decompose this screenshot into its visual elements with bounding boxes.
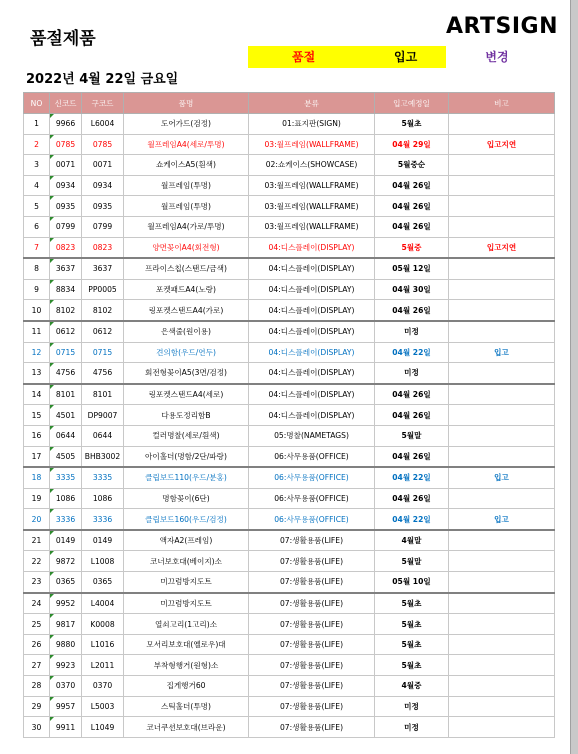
table-cell[interactable]: 0071 [50, 155, 82, 176]
table-cell[interactable]: 1086 [50, 488, 82, 509]
table-row[interactable] [24, 593, 555, 614]
table-cell[interactable]: 0823 [50, 237, 82, 258]
table-cell[interactable] [449, 321, 555, 342]
table-cell[interactable] [449, 572, 555, 593]
table-cell[interactable] [449, 114, 555, 135]
table-row[interactable] [24, 676, 555, 697]
table-cell[interactable]: 07:생활용품(LIFE) [249, 572, 375, 593]
table-cell[interactable]: 07:생활용품(LIFE) [249, 634, 375, 655]
table-cell[interactable] [449, 175, 555, 196]
table-cell[interactable]: 5월초 [375, 655, 449, 676]
table-cell[interactable]: 8101 [82, 384, 124, 405]
table-row[interactable] [24, 363, 555, 384]
table-row[interactable] [24, 572, 555, 593]
table-cell[interactable]: 0071 [82, 155, 124, 176]
table-cell[interactable]: 0612 [50, 321, 82, 342]
table-cell[interactable] [449, 216, 555, 237]
table-cell[interactable]: 은색줄(원이용) [124, 321, 249, 342]
table-cell[interactable]: 07:생활용품(LIFE) [249, 593, 375, 614]
table-cell[interactable] [449, 634, 555, 655]
table-cell[interactable]: 04:디스플레이(DISPLAY) [249, 384, 375, 405]
table-cell[interactable]: 입고 [449, 467, 555, 488]
table-cell[interactable]: 4월말 [375, 530, 449, 551]
table-cell[interactable]: 23 [24, 572, 50, 593]
table-cell[interactable]: 15 [24, 405, 50, 426]
legend-sold: 품절 [292, 50, 316, 64]
table-cell[interactable]: 07:생활용품(LIFE) [249, 676, 375, 697]
table-cell[interactable]: 0935 [82, 196, 124, 217]
table-cell[interactable]: 양면꽂이A4(회전형) [124, 237, 249, 258]
table-cell[interactable]: 03:월프레임(WALLFRAME) [249, 134, 375, 155]
table-cell[interactable]: 입고지연 [449, 134, 555, 155]
table-cell[interactable]: 모서리보호대(옐로우)대 [124, 634, 249, 655]
table-cell[interactable]: 4756 [50, 363, 82, 384]
table-row[interactable] [24, 384, 555, 405]
report-date: 2022년 4월 22일 금요일 [26, 72, 179, 87]
table-cell[interactable]: 10 [24, 300, 50, 321]
table-cell[interactable]: 13 [24, 363, 50, 384]
table-cell[interactable]: L1049 [82, 717, 124, 738]
table-cell[interactable]: 견의함(우드/연두) [124, 342, 249, 363]
table-cell[interactable]: L5003 [82, 696, 124, 717]
table-cell[interactable]: 회전형꽂이A5(3면/검정) [124, 363, 249, 384]
table-cell[interactable]: 04월 22일 [375, 467, 449, 488]
table-cell[interactable]: 미끄럼방지도트 [124, 593, 249, 614]
table-row[interactable] [24, 321, 555, 342]
table-cell[interactable]: 05월 12일 [375, 258, 449, 279]
table-cell[interactable]: 07:생활용품(LIFE) [249, 655, 375, 676]
table-cell[interactable]: 4505 [50, 446, 82, 467]
table-row[interactable] [24, 551, 555, 572]
table-cell[interactable]: 명함꽂이(6단) [124, 488, 249, 509]
table-cell[interactable]: L1008 [82, 551, 124, 572]
table-cell[interactable]: 04월 26일 [375, 446, 449, 467]
page-title: 품절제품 [30, 29, 96, 49]
table-cell[interactable]: 14 [24, 384, 50, 405]
table-cell[interactable]: 05월 10일 [375, 572, 449, 593]
table-row[interactable] [24, 696, 555, 717]
table-cell[interactable]: 입고 [449, 342, 555, 363]
table-cell[interactable]: 03:월프레임(WALLFRAME) [249, 216, 375, 237]
table-cell[interactable]: 04월 26일 [375, 300, 449, 321]
table-cell[interactable]: 3335 [82, 467, 124, 488]
table-cell[interactable]: 25 [24, 614, 50, 635]
table-cell[interactable] [449, 196, 555, 217]
table-cell[interactable]: 9872 [50, 551, 82, 572]
table-cell[interactable]: PP0005 [82, 279, 124, 300]
table-cell[interactable]: 8101 [50, 384, 82, 405]
table-cell[interactable]: 1086 [82, 488, 124, 509]
table-cell[interactable]: K0008 [82, 614, 124, 635]
table-cell[interactable] [449, 405, 555, 426]
table-cell[interactable]: 9880 [50, 634, 82, 655]
table-row[interactable] [24, 509, 555, 530]
table-cell[interactable] [449, 300, 555, 321]
table-cell[interactable]: 27 [24, 655, 50, 676]
table-cell[interactable]: 0370 [82, 676, 124, 697]
table-cell[interactable]: 링포켓스탠드A4(가로) [124, 300, 249, 321]
table-cell[interactable]: 02:쇼케이스(SHOWCASE) [249, 155, 375, 176]
table-cell[interactable]: 5월초 [375, 114, 449, 135]
table-row[interactable] [24, 342, 555, 363]
table-cell[interactable]: 19 [24, 488, 50, 509]
column-header[interactable]: 구코드 [82, 93, 124, 114]
table-cell[interactable]: 11 [24, 321, 50, 342]
table-cell[interactable]: 04:디스플레이(DISPLAY) [249, 279, 375, 300]
table-cell[interactable]: 5월초 [375, 593, 449, 614]
column-header[interactable]: 비고 [449, 93, 555, 114]
table-cell[interactable]: 0149 [50, 530, 82, 551]
table-row[interactable] [24, 655, 555, 676]
table-cell[interactable]: 0370 [50, 676, 82, 697]
table-cell[interactable] [449, 488, 555, 509]
table-cell[interactable]: 미정 [375, 717, 449, 738]
table-cell[interactable]: 04:디스플레이(DISPLAY) [249, 363, 375, 384]
table-cell[interactable]: 03:월프레임(WALLFRAME) [249, 196, 375, 217]
table-cell[interactable]: 코너보호대(베이지)소 [124, 551, 249, 572]
table-row[interactable] [24, 300, 555, 321]
legend-incoming: 입고 [394, 50, 418, 64]
table-cell[interactable]: L4004 [82, 593, 124, 614]
table-cell[interactable] [449, 551, 555, 572]
table-cell[interactable]: 04:디스플레이(DISPLAY) [249, 405, 375, 426]
table-row[interactable] [24, 446, 555, 467]
table-cell[interactable]: 04월 26일 [375, 175, 449, 196]
soldout-table [23, 92, 555, 738]
table-cell[interactable]: 0149 [82, 530, 124, 551]
table-cell[interactable]: 26 [24, 634, 50, 655]
table-cell[interactable]: 스틱홀더(투명) [124, 696, 249, 717]
table-cell[interactable]: 04월 22일 [375, 509, 449, 530]
table-cell[interactable]: 3 [24, 155, 50, 176]
column-header[interactable]: 품명 [124, 93, 249, 114]
table-cell[interactable]: 0935 [50, 196, 82, 217]
table-cell[interactable]: 04:디스플레이(DISPLAY) [249, 342, 375, 363]
table-cell[interactable]: 0365 [82, 572, 124, 593]
table-cell[interactable]: 3336 [82, 509, 124, 530]
table-cell[interactable]: 입고지연 [449, 237, 555, 258]
table-cell[interactable]: 미정 [375, 321, 449, 342]
column-header[interactable]: 분류 [249, 93, 375, 114]
table-cell[interactable]: 04월 26일 [375, 216, 449, 237]
table-cell[interactable]: 8102 [82, 300, 124, 321]
table-row[interactable] [24, 134, 555, 155]
table-cell[interactable]: 2 [24, 134, 50, 155]
table-cell[interactable] [449, 155, 555, 176]
table-cell[interactable]: 21 [24, 530, 50, 551]
table-cell[interactable]: 0715 [82, 342, 124, 363]
table-cell[interactable]: 17 [24, 446, 50, 467]
table-row[interactable] [24, 155, 555, 176]
table-cell[interactable]: 9957 [50, 696, 82, 717]
column-header[interactable]: 입고예정일 [375, 93, 449, 114]
table-row[interactable] [24, 237, 555, 258]
table-cell[interactable]: 0612 [82, 321, 124, 342]
table-cell[interactable]: 4 [24, 175, 50, 196]
table-cell[interactable]: L1016 [82, 634, 124, 655]
table-cell[interactable]: 04월 29일 [375, 134, 449, 155]
table-cell[interactable]: 다용도정리함B [124, 405, 249, 426]
table-cell[interactable]: 4월중 [375, 676, 449, 697]
table-cell[interactable]: 07:생활용품(LIFE) [249, 614, 375, 635]
table-row[interactable] [24, 196, 555, 217]
table-cell[interactable] [449, 655, 555, 676]
table-cell[interactable]: 04:디스플레이(DISPLAY) [249, 300, 375, 321]
table-cell[interactable]: 5월말 [375, 551, 449, 572]
table-cell[interactable]: 1 [24, 114, 50, 135]
table-cell[interactable]: 부착형행거(원형)소 [124, 655, 249, 676]
table-cell[interactable]: 8 [24, 258, 50, 279]
table-cell[interactable]: 06:사무용품(OFFICE) [249, 488, 375, 509]
table-row[interactable] [24, 216, 555, 237]
table-cell[interactable] [449, 593, 555, 614]
table-cell[interactable]: 04월 30일 [375, 279, 449, 300]
table-cell[interactable]: 5월말 [375, 425, 449, 446]
table-row[interactable] [24, 279, 555, 300]
table-cell[interactable]: 04월 26일 [375, 488, 449, 509]
table-cell[interactable]: BHB3002 [82, 446, 124, 467]
table-cell[interactable]: 월프레임A4(가로/투명) [124, 216, 249, 237]
table-cell[interactable]: 12 [24, 342, 50, 363]
table-cell[interactable]: 07:생활용품(LIFE) [249, 551, 375, 572]
table-cell[interactable]: 05:명찰(NAMETAGS) [249, 425, 375, 446]
table-cell[interactable]: 0934 [82, 175, 124, 196]
table-cell[interactable]: 03:월프레임(WALLFRAME) [249, 175, 375, 196]
table-cell[interactable]: 코너쿠션보호대(브라운) [124, 717, 249, 738]
table-cell[interactable]: 06:사무용품(OFFICE) [249, 467, 375, 488]
table-cell[interactable]: 월프레임A4(세로/투명) [124, 134, 249, 155]
table-cell[interactable]: 7 [24, 237, 50, 258]
table-cell[interactable] [449, 279, 555, 300]
table-cell[interactable]: 도어가드(검정) [124, 114, 249, 135]
table-cell[interactable]: 07:생활용품(LIFE) [249, 696, 375, 717]
table-cell[interactable]: 9966 [50, 114, 82, 135]
table-row[interactable] [24, 467, 555, 488]
table-cell[interactable]: 0644 [50, 425, 82, 446]
table-cell[interactable]: 9952 [50, 593, 82, 614]
table-body [24, 114, 555, 738]
column-header[interactable]: NO [24, 93, 50, 114]
table-cell[interactable] [449, 446, 555, 467]
table-cell[interactable]: 3335 [50, 467, 82, 488]
table-cell[interactable]: 5월중 [375, 237, 449, 258]
table-cell[interactable]: 5월초 [375, 634, 449, 655]
table-cell[interactable]: 9817 [50, 614, 82, 635]
table-cell[interactable]: 링포켓스탠드A4(세로) [124, 384, 249, 405]
legend-highlight [248, 46, 446, 68]
table-cell[interactable]: 07:생활용품(LIFE) [249, 717, 375, 738]
table-cell[interactable]: 30 [24, 717, 50, 738]
table-cell[interactable]: 0934 [50, 175, 82, 196]
table-cell[interactable]: 06:사무용품(OFFICE) [249, 509, 375, 530]
table-row[interactable] [24, 530, 555, 551]
table-cell[interactable]: 04:디스플레이(DISPLAY) [249, 321, 375, 342]
table-cell[interactable]: 9 [24, 279, 50, 300]
table-cell[interactable]: 20 [24, 509, 50, 530]
table-cell[interactable] [449, 717, 555, 738]
table-cell[interactable]: 아이홀더(명함/2단/파랑) [124, 446, 249, 467]
table-cell[interactable]: 0823 [82, 237, 124, 258]
table-row[interactable] [24, 717, 555, 738]
table-cell[interactable] [449, 363, 555, 384]
table-row[interactable] [24, 425, 555, 446]
table-cell[interactable]: 0644 [82, 425, 124, 446]
table-cell[interactable]: 9911 [50, 717, 82, 738]
table-row[interactable] [24, 114, 555, 135]
table-cell[interactable]: 5 [24, 196, 50, 217]
table-cell[interactable]: 01:표지판(SIGN) [249, 114, 375, 135]
table-cell[interactable] [449, 258, 555, 279]
table-cell[interactable] [449, 676, 555, 697]
table-cell[interactable]: 06:사무용품(OFFICE) [249, 446, 375, 467]
table-header-row [24, 93, 555, 114]
table-cell[interactable]: 0715 [50, 342, 82, 363]
table-cell[interactable] [449, 425, 555, 446]
table-cell[interactable]: 04월 22일 [375, 342, 449, 363]
table-cell[interactable]: 컬러명찰(세로/흰색) [124, 425, 249, 446]
table-cell[interactable]: 18 [24, 467, 50, 488]
table-cell[interactable]: L2011 [82, 655, 124, 676]
table-cell[interactable]: 4756 [82, 363, 124, 384]
table-cell[interactable] [449, 384, 555, 405]
table-cell[interactable]: 3637 [82, 258, 124, 279]
table-cell[interactable]: 3336 [50, 509, 82, 530]
table-cell[interactable]: 미정 [375, 363, 449, 384]
table-cell[interactable]: 28 [24, 676, 50, 697]
table-cell[interactable]: 0365 [50, 572, 82, 593]
table-cell[interactable]: 8102 [50, 300, 82, 321]
table-cell[interactable]: 0785 [50, 134, 82, 155]
table-cell[interactable] [449, 614, 555, 635]
table-cell[interactable]: 07:생활용품(LIFE) [249, 530, 375, 551]
table-cell[interactable]: L6004 [82, 114, 124, 135]
table-row[interactable] [24, 488, 555, 509]
table-cell[interactable]: 04월 26일 [375, 384, 449, 405]
table-cell[interactable]: 액자A2(프레임) [124, 530, 249, 551]
table-cell[interactable]: 포켓패드A4(노랑) [124, 279, 249, 300]
column-header[interactable]: 신코드 [50, 93, 82, 114]
table-cell[interactable]: 0799 [82, 216, 124, 237]
table-row[interactable] [24, 405, 555, 426]
table-cell[interactable]: 입고 [449, 509, 555, 530]
table-cell[interactable]: 5월중순 [375, 155, 449, 176]
table-row[interactable] [24, 614, 555, 635]
table-cell[interactable]: 열쇠고리(1고리)소 [124, 614, 249, 635]
table-cell[interactable] [449, 530, 555, 551]
table-row[interactable] [24, 634, 555, 655]
table-cell[interactable]: 04:디스플레이(DISPLAY) [249, 237, 375, 258]
table-cell[interactable]: 24 [24, 593, 50, 614]
table-cell[interactable]: 프라이스칩(스탠드/금색) [124, 258, 249, 279]
table-cell[interactable]: 미정 [375, 696, 449, 717]
table-cell[interactable]: DP9007 [82, 405, 124, 426]
table-cell[interactable]: 3637 [50, 258, 82, 279]
table-cell[interactable]: 16 [24, 425, 50, 446]
table-cell[interactable]: 22 [24, 551, 50, 572]
table-cell[interactable]: 클립보드160(우드/검정) [124, 509, 249, 530]
table-row[interactable] [24, 258, 555, 279]
table-cell[interactable]: 0785 [82, 134, 124, 155]
table-cell[interactable]: 04월 26일 [375, 405, 449, 426]
table-cell[interactable]: 04월 26일 [375, 196, 449, 217]
table-cell[interactable]: 8834 [50, 279, 82, 300]
brand-logo: ARTSIGN [446, 14, 558, 39]
table-cell[interactable]: 0799 [50, 216, 82, 237]
table-cell[interactable] [449, 696, 555, 717]
table-cell[interactable]: 클립보드110(우드/분홍) [124, 467, 249, 488]
table-cell[interactable]: 6 [24, 216, 50, 237]
table-cell[interactable]: 9923 [50, 655, 82, 676]
table-cell[interactable]: 미끄럼방지도트 [124, 572, 249, 593]
table-cell[interactable]: 쇼케이스A5(흰색) [124, 155, 249, 176]
table-cell[interactable]: 04:디스플레이(DISPLAY) [249, 258, 375, 279]
legend-change: 변경 [485, 50, 509, 64]
table-cell[interactable]: 4501 [50, 405, 82, 426]
table-cell[interactable]: 월프레임(투명) [124, 175, 249, 196]
table-cell[interactable]: 월프레임(투명) [124, 196, 249, 217]
table-cell[interactable]: 29 [24, 696, 50, 717]
table-cell[interactable]: 5월초 [375, 614, 449, 635]
table-row[interactable] [24, 175, 555, 196]
table-cell[interactable]: 집게행거60 [124, 676, 249, 697]
